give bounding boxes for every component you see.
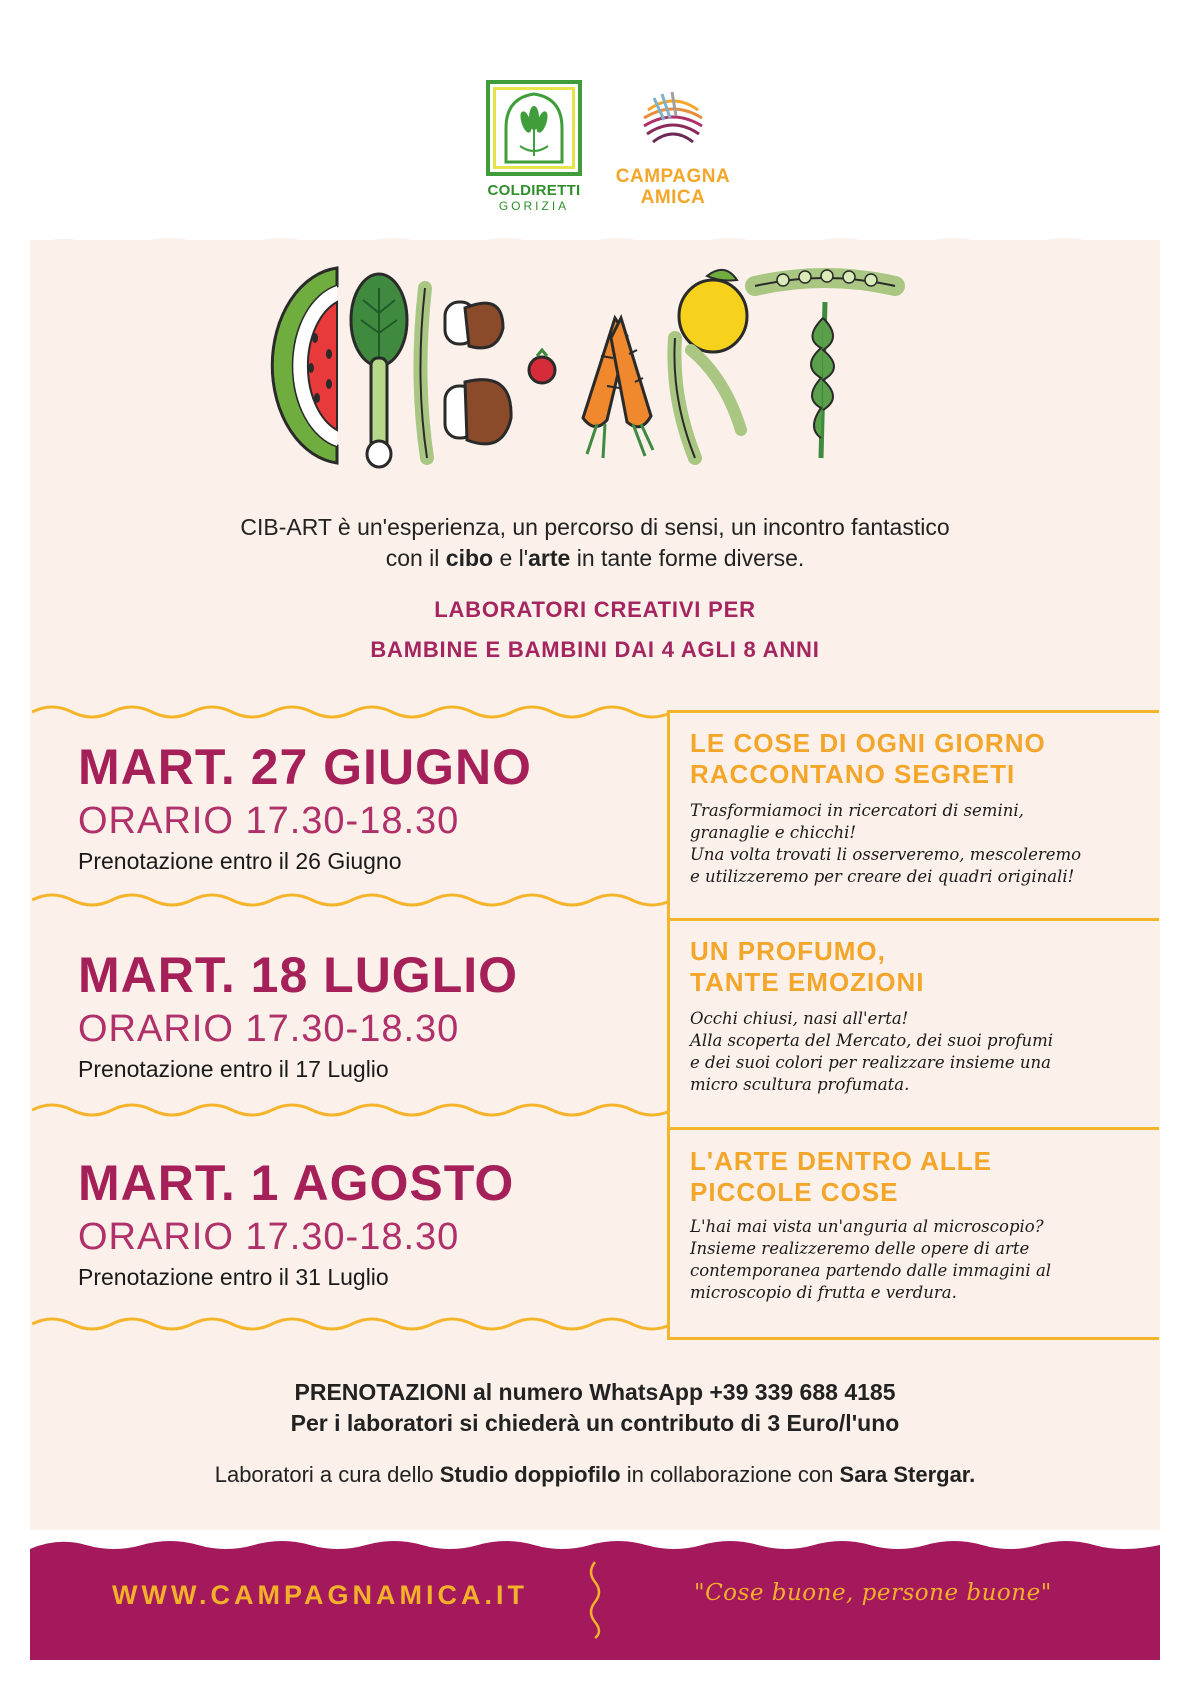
event-desc-line: Alla scoperta del Mercato, dei suoi profumi [690,1031,1054,1050]
events-row-divider [667,710,1159,713]
event-desc-line: e utilizzeremo per creare dei quadri originali! [690,867,1075,886]
cib-art-title-artwork [255,258,945,473]
event-date: MART. 18 LUGLIO [78,947,519,1003]
event-title [690,936,1150,998]
credits-studio: Studio doppiofilo [439,1462,621,1487]
campagna-line2: AMICA [640,187,706,208]
event-desc-line: Occhi chiusi, nasi all'erta! [690,1009,909,1028]
event-title-line2: PICCOLE COSE [690,1177,899,1207]
intro-line2-pre: con il [385,545,446,571]
coldiretti-city: GORIZIA [498,199,570,213]
event-time: ORARIO 17.30-18.30 [78,1008,460,1050]
event-title-line2: RACCONTANO SEGRETI [690,759,1016,789]
event-title [690,1146,1150,1208]
logos-header [480,80,740,230]
event-booking-deadline: Prenotazione entro il 31 Luglio [78,1264,389,1290]
event-desc-line: L'hai mai vista un'anguria al microscopio? [690,1217,1044,1236]
event-desc-line: Trasformiamoci in ricercatori di semini, [690,801,1024,820]
intro-line1: CIB-ART è un'esperienza, un percorso di sensi, un incontro fantastico [240,514,950,540]
campagna-amica-logo [608,80,738,208]
event-date: MART. 27 GIUGNO [78,739,532,795]
event-separator-wave [32,1312,667,1336]
event-desc-line: Una volta trovati li osserveremo, mescoleremo [690,845,1082,864]
event-separator-wave [32,1098,667,1122]
event-desc-line: micro scultura profumata. [690,1075,910,1094]
credits-mid: in collaborazione con [620,1462,840,1487]
event-time: ORARIO 17.30-18.30 [78,1216,460,1258]
event-description [690,1216,1150,1304]
intro-text [150,512,1040,574]
event-desc-line: e dei suoi colori per realizzare insieme una [690,1053,1051,1072]
credits-person: Sara Stergar. [839,1462,976,1487]
event-description [690,1008,1150,1096]
event-title [690,728,1150,790]
event-desc-line: granaglie e chicchi! [690,823,857,842]
contribution-line: Per i laboratori si chiederà un contributo di 3 Euro/l'uno [290,1410,900,1436]
campagna-amica-globe-icon [634,80,712,158]
subhead-line2: BAMBINE E BAMBINI DAI 4 AGLI 8 ANNI [370,637,820,662]
event-time: ORARIO 17.30-18.30 [78,800,460,842]
event-booking-deadline: Prenotazione entro il 17 Luglio [78,1056,389,1082]
intro-arte: arte [528,545,571,571]
campagna-amica-name [608,166,738,208]
coldiretti-badge-icon [486,80,582,176]
footer-squiggle-divider [585,1560,605,1640]
event-desc-line: contemporanea partendo dalle immagini al [690,1261,1052,1280]
events-row-divider [667,1127,1159,1130]
event-date: MART. 1 AGOSTO [78,1155,515,1211]
event-booking-deadline: Prenotazione entro il 26 Giugno [78,848,402,874]
intro-line2 [150,543,1040,574]
credits-pre: Laboratori a cura dello [214,1462,440,1487]
intro-cibo: cibo [445,545,494,571]
event-title-line1: UN PROFUMO, [690,936,886,966]
footer-motto: "Cose buone, persone buone" [694,1580,1052,1606]
events-vertical-divider [667,712,670,1340]
event-desc-line: Insieme realizzeremo delle opere di arte [690,1239,1030,1258]
event-separator-wave [32,700,667,724]
events-row-divider [667,918,1159,921]
event-description [690,800,1150,888]
event-title-line1: L'ARTE DENTRO ALLE [690,1146,992,1176]
whatsapp-booking-line: PRENOTAZIONI al numero WhatsApp +39 339 688 4185 [294,1379,896,1405]
event-title-line2: TANTE EMOZIONI [690,967,925,997]
coldiretti-logo [480,80,588,213]
coldiretti-name: COLDIRETTI [487,182,581,199]
event-title-line1: LE COSE DI OGNI GIORNO [690,728,1046,758]
credits-line [100,1462,1090,1488]
intro-line2-post: in tante forme diverse. [570,545,805,571]
events-row-divider [667,1337,1159,1340]
event-desc-line: microscopio di frutta e verdura. [690,1283,957,1302]
website-link[interactable]: WWW.CAMPAGNAMICA.IT [112,1580,528,1610]
campagna-line1: CAMPAGNA [615,166,731,187]
event-separator-wave [32,888,667,912]
booking-info [150,1377,1040,1439]
audience-subhead [150,590,1040,670]
intro-line2-mid: e l' [493,545,529,571]
subhead-line1: LABORATORI CREATIVI PER [434,597,756,622]
